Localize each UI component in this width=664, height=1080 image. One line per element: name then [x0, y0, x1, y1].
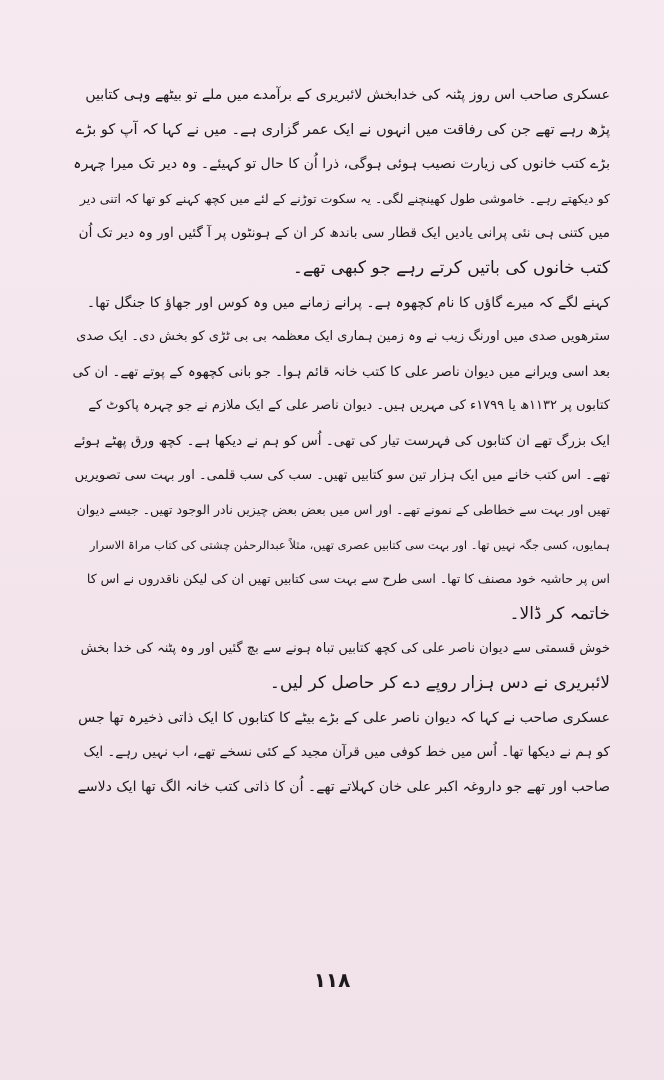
- text-line: تھے۔ اس کتب خانے میں ایک ہزار تین سو کتابیں تھیں۔ سب کی سب قلمی۔ اور بہت سی تصویریں: [74, 467, 610, 483]
- text-line: پڑھ رہے تھے جن کی رفاقت میں انہوں نے ایک عمر گزاری ہے۔ میں نے کہا کہ آپ کو بڑے: [75, 121, 610, 138]
- text-line: اس پر حاشیہ خود مصنف کا تھا۔ اسی طرح سے بہت سی کتابیں تھیں ان کی لیکن ناقدروں نے اس کا: [86, 571, 610, 587]
- text-line: عسکری صاحب اس روز پٹنہ کی خدابخش لائبریری کے برآمدے میں ملے تو بیٹھے وہی کتابیں: [85, 87, 610, 103]
- text-line: کو ہم نے دیکھا تھا۔ اُس میں خط کوفی میں قرآن مجید کے کئی نسخے تھے، اب نہیں رہے۔ ایک: [83, 744, 610, 761]
- text-line: خوش قسمتی سے دیوان ناصر علی کی کچھ کتابیں تباہ ہونے سے بچ گئیں اور وہ پٹنہ کی خدا بخش: [80, 640, 610, 656]
- text-line: صاحب اور تھے جو داروغہ اکبر علی خان کہلاتے تھے۔ اُن کا ذاتی کتب خانہ الگ تھا ایک دلاسے: [77, 778, 610, 795]
- text-line: میں کتنی ہی نئی پرانی یادیں ایک قطار سی باندھ کر ان کے ہونٹوں پر آ گئیں اور وہ دیر تک اُن: [78, 225, 610, 242]
- text-line: خاتمہ کر ڈالا۔: [509, 603, 610, 624]
- body-text: [70, 78, 610, 804]
- text-line: سترھویں صدی میں اورنگ زیب نے وہ زمین ہماری ایک معظمہ بی بی ٹڑی کو بخش دی۔ ایک صدی: [76, 329, 610, 345]
- page-number: ۱۱۸: [313, 968, 351, 992]
- text-line: کہنے لگے کہ میرے گاؤں کا نام کچھوہ ہے۔ پرانے زمانے میں وہ کوس اور جھاؤ کا جنگل تھا۔: [86, 294, 610, 311]
- text-line: بڑے کتب خانوں کی زیارت نصیب ہوئی ہوگی، ذرا اُن کا حال تو کہیئے۔ وہ دیر تک میرا چہرہ: [73, 156, 610, 173]
- text-line: کتابوں پر ۱۱۳۲ھ یا ۱۷۹۹ء کی مہریں ہیں۔ دیوان ناصر علی کے ایک ملازم نے جو چہرہ پاکوٹ کے: [88, 398, 610, 414]
- text-line: عسکری صاحب نے کہا کہ دیوان ناصر علی کے بڑے بیٹے کا کتابوں کا ایک ذاتی ذخیرہ تھا جس: [78, 709, 610, 726]
- text-line: بعد اسی ویرانے میں دیوان ناصر علی کا کتب خانہ قائم ہوا۔ جو بانی کچھوہ کے پوتے تھے۔ ان کی: [72, 363, 610, 380]
- text-line: تھیں اور بہت سے خطاطی کے نمونے تھے۔ اور اس میں بعض بعض چیزیں نادر الوجود تھیں۔ جیسے دیوان: [76, 502, 610, 518]
- text-line: کو دیکھتے رہے۔ خاموشی طول کھینچنے لگی۔ یہ سکوت توڑنے کے لئے میں کچھ کہنے کو تھا کہ اتنی دیر: [79, 190, 610, 206]
- text-line: ایک بزرگ تھے ان کتابوں کی فہرست تیار کی تھی۔ اُس کو ہم نے دیکھا ہے۔ کچھ ورق پھٹے ہوئے: [73, 432, 610, 449]
- text-line: ہمایوں، کسی جگہ نہیں تھا۔ اور بہت سی کتابیں عصری تھیں، مثلاً عبدالرحمٰن چشتی کی کتاب مراۃ الاسرار: [89, 537, 610, 552]
- text-line: کتب خانوں کی باتیں کرتے رہے جو کبھی تھے۔: [292, 257, 610, 278]
- text-line: لائبریری نے دس ہزار روپے دے کر حاصل کر لیں۔: [269, 673, 610, 694]
